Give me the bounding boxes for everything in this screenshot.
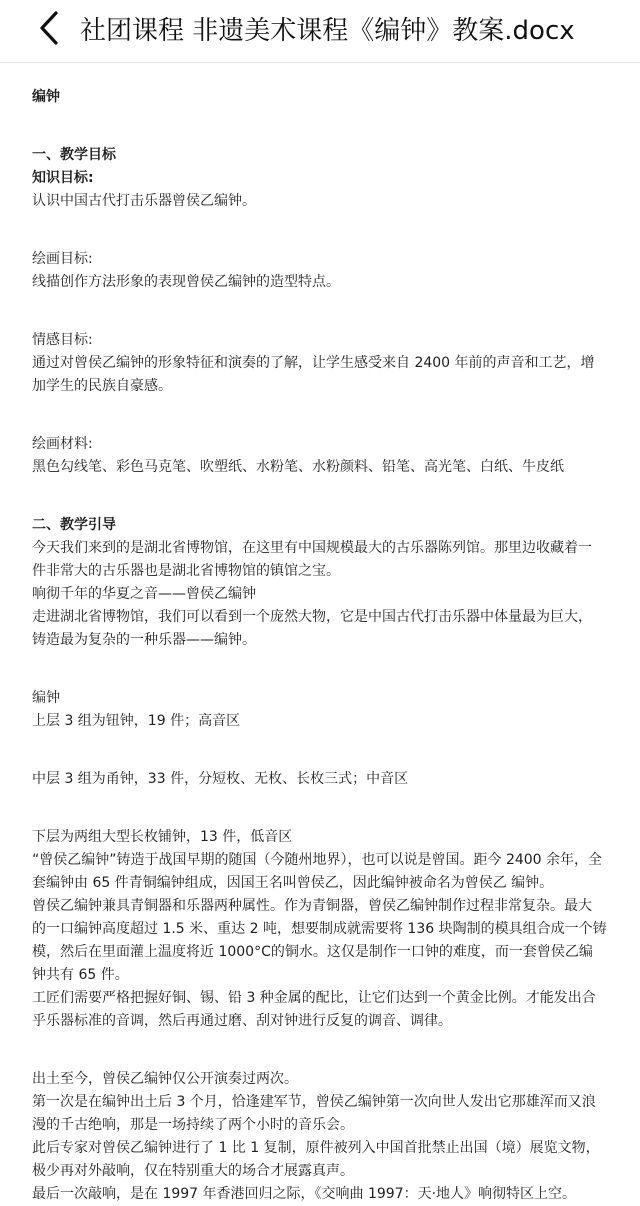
intro-line: 铸造最为复杂的一种乐器——编钟。: [32, 632, 256, 648]
intro-line: 走进湖北省博物馆，我们可以看到一个庞然大物，它是中国古代打击乐器中体量最为巨大，: [32, 609, 592, 625]
document-body[interactable]: [32, 86, 632, 1206]
intro-line: 今天我们来到的是湖北省博物馆，在这里有中国规模最大的古乐器陈列馆。那里边收藏着一: [32, 540, 592, 556]
materials-label: 绘画材料:: [32, 436, 93, 452]
materials-text: 黑色勾线笔、彩色马克笔、吹塑纸、水粉笔、水粉颜料、铅笔、高光笔、白纸、牛皮纸: [32, 459, 564, 475]
drawing-goal-label: 绘画目标:: [32, 251, 93, 267]
emotion-goal-label: 情感目标:: [32, 332, 93, 348]
paragraph-line: 出土至今，曾侯乙编钟仅公开演奏过两次。: [32, 1071, 298, 1087]
paragraph-line: 极少再对外敲响，仅在特别重大的场合才展露真声。: [32, 1163, 354, 1179]
paragraph-line: 漫的千古绝响，那是一场持续了两个小时的音乐会。: [32, 1117, 354, 1133]
emotion-goal-text-line: 加学生的民族自豪感。: [32, 378, 172, 394]
header-divider: [0, 62, 640, 63]
paragraph-line: 最后一次敲响，是在 1997 年香港回归之际，《交响曲 1997：天·地人》响彻特区上空。: [32, 1186, 577, 1202]
intro-line: 件非常大的古乐器也是湖北省博物馆的镇馆之宝。: [32, 563, 340, 579]
chevron-left-icon: [38, 11, 60, 45]
document-title: 社团课程 非遗美术课程《编钟》教案.docx: [80, 15, 575, 46]
doc-heading: 编钟: [32, 89, 60, 105]
paragraph-line: 模，然后在里面灌上温度将近 1000°C的铜水。这仅是制作一口钟的难度，而一套曾侯乙编: [32, 944, 593, 960]
bianzhong-label: 编钟: [32, 690, 60, 706]
knowledge-goal-text: 认识中国古代打击乐器曾侯乙编钟。: [32, 193, 256, 209]
middle-tier-text: 中层 3 组为甬钟，33 件，分短枚、无枚、长枚三式；中音区: [32, 771, 409, 787]
paragraph-line: 钟共有 65 件。: [32, 967, 129, 983]
paragraph-line: “曾侯乙编钟”铸造于战国早期的随国（今随州地界），也可以说是曾国。距今 2400 余年，全: [32, 852, 603, 868]
title-bar: [0, 0, 640, 56]
drawing-goal-text: 线描创作方法形象的表现曾侯乙编钟的造型特点。: [32, 274, 340, 290]
upper-tier-text: 上层 3 组为钮钟，19 件；高音区: [32, 713, 241, 729]
paragraph-line: 的一口编钟高度超过 1.5 米、重达 2 吨，想要制成就需要将 136 块陶制的模具组合成一个铸: [32, 921, 607, 937]
paragraph-line: 工匠们需要严格把握好铜、锡、铅 3 种金属的配比，让它们达到一个黄金比例。才能发出合: [32, 990, 596, 1006]
paragraph-line: 第一次是在编钟出土后 3 个月，恰逢建军节，曾侯乙编钟第一次向世人发出它那雄浑而又浪: [32, 1094, 596, 1110]
section-title-guidance: 二、教学引导: [32, 517, 116, 533]
back-button[interactable]: [26, 5, 72, 51]
paragraph-line: 乎乐器标准的音调，然后再通过磨、刮对钟进行反复的调音、调律。: [32, 1013, 452, 1029]
knowledge-goal-label: 知识目标:: [32, 170, 94, 186]
paragraph-line: 曾侯乙编钟兼具青铜器和乐器两种属性。作为青铜器，曾侯乙编钟制作过程非常复杂。最大: [32, 898, 592, 914]
section-title-objectives: 一、教学目标: [32, 147, 116, 163]
emotion-goal-text-line: 通过对曾侯乙编钟的形象特征和演奏的了解，让学生感受来自 2400 年前的声音和工艺，增: [32, 355, 595, 371]
intro-line: 响彻千年的华夏之音——曾侯乙编钟: [32, 586, 256, 602]
paragraph-line: 此后专家对曾侯乙编钟进行了 1 比 1 复制，原件被列入中国首批禁止出国（境）展览文物，: [32, 1140, 600, 1156]
paragraph-line: 套编钟由 65 件青铜编钟组成，因国王名叫曾侯乙，因此编钟被命名为曾侯乙 编钟。: [32, 875, 554, 891]
lower-tier-text: 下层为两组大型长枚铺钟，13 件，低音区: [32, 829, 293, 845]
